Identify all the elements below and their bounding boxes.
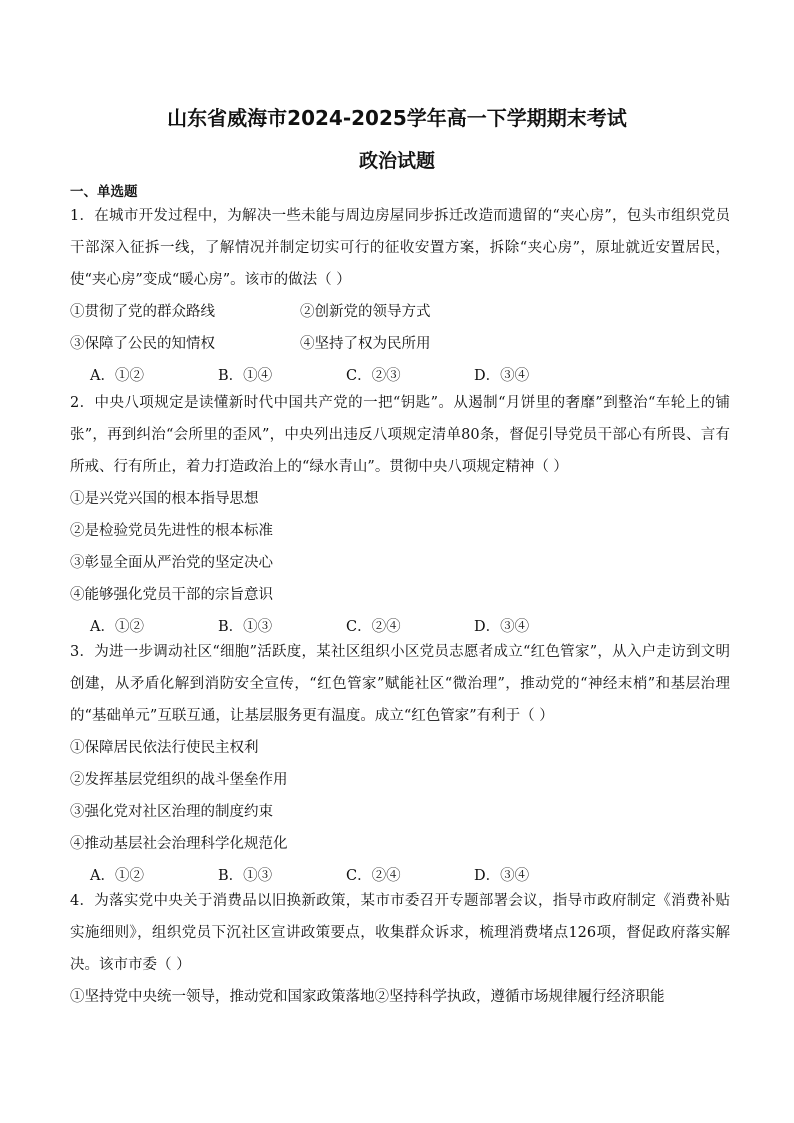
option: ④推动基层社会治理科学化规范化	[70, 836, 288, 852]
question-4	[70, 885, 730, 1013]
answer-choice: D．③④	[474, 868, 530, 884]
question-1	[70, 200, 730, 392]
option: ④能够强化党员干部的宗旨意识	[70, 587, 273, 603]
answer-choice: B．①③	[218, 868, 273, 884]
option: ②坚持科学执政，遵循市场规律履行经济职能	[374, 989, 665, 1005]
option: ①是兴党兴国的根本指导思想	[70, 491, 259, 507]
option-row	[70, 328, 730, 360]
answer-choice: D．③④	[474, 619, 530, 635]
option-row	[70, 296, 730, 328]
answer-choice: D．③④	[474, 368, 530, 384]
question-3	[70, 636, 730, 892]
exam-title: 山东省威海市2024-2025学年高一下学期期末考试	[167, 106, 627, 130]
answer-choice: A．①②	[90, 868, 144, 884]
question-stem: 4．为落实党中央关于消费品以旧换新政策，某市市委召开专题部署会议，指导市政府制定《消费补贴实施细则》，组织党员下沉社区宣讲政策要点，收集群众诉求，梳理消费堵点126项，督促政府落实解决。该市市委（ ）	[70, 893, 730, 973]
answer-choice: C．②④	[346, 619, 401, 635]
answer-choice: B．①③	[218, 619, 273, 635]
option: ①保障居民依法行使民主权利	[70, 740, 259, 756]
answer-choice: C．②④	[346, 868, 401, 884]
question-stem: 2．中央八项规定是读懂新时代中国共产党的一把“钥匙”。从遏制“月饼里的奢靡”到整治“车轮上的铺张”，再到纠治“会所里的歪风”，中央列出违反八项规定清单80条，督促引导党员干部心有所畏、言有所戒、行有所止，着力打造政治上的“绿水青山”。贯彻中央八项规定精神（ ）	[70, 395, 730, 475]
option: ②是检验党员先进性的根本标准	[70, 523, 273, 539]
option: ③保障了公民的知情权	[70, 336, 215, 352]
option: ③彰显全面从严治党的坚定决心	[70, 555, 273, 571]
question-2	[70, 387, 730, 643]
option: ②创新党的领导方式	[300, 304, 431, 320]
question-stem: 1．在城市开发过程中，为解决一些未能与周边房屋同步拆迁改造而遗留的“夹心房”，包头市组织党员干部深入征拆一线，了解情况并制定切实可行的征收安置方案，拆除“夹心房”，原址就近安置居民，使“夹心房”变成“暖心房”。该市的做法（ ）	[70, 208, 730, 288]
answer-choice: B．①④	[218, 368, 273, 384]
option: ①贯彻了党的群众路线	[70, 304, 215, 320]
option: ③强化党对社区治理的制度约束	[70, 804, 273, 820]
question-stem: 3．为进一步调动社区“细胞”活跃度，某社区组织小区党员志愿者成立“红色管家”，从入户走访到文明创建，从矛盾化解到消防安全宣传，“红色管家”赋能社区“微治理”，推动党的“神经末梢”和基层治理的“基础单元”互联互通，让基层服务更有温度。成立“红色管家”有利于（ ）	[70, 644, 730, 724]
answer-choice: A．①②	[90, 619, 144, 635]
option: ④坚持了权为民所用	[300, 336, 431, 352]
option-row	[70, 981, 730, 1013]
answer-choice: C．②③	[346, 368, 401, 384]
answer-choice: A．①②	[90, 368, 144, 384]
section-heading: 一、单选题	[70, 184, 138, 200]
option: ②发挥基层党组织的战斗堡垒作用	[70, 772, 288, 788]
exam-subtitle: 政治试题	[358, 150, 435, 172]
option: ①坚持党中央统一领导，推动党和国家政策落地	[70, 989, 375, 1005]
